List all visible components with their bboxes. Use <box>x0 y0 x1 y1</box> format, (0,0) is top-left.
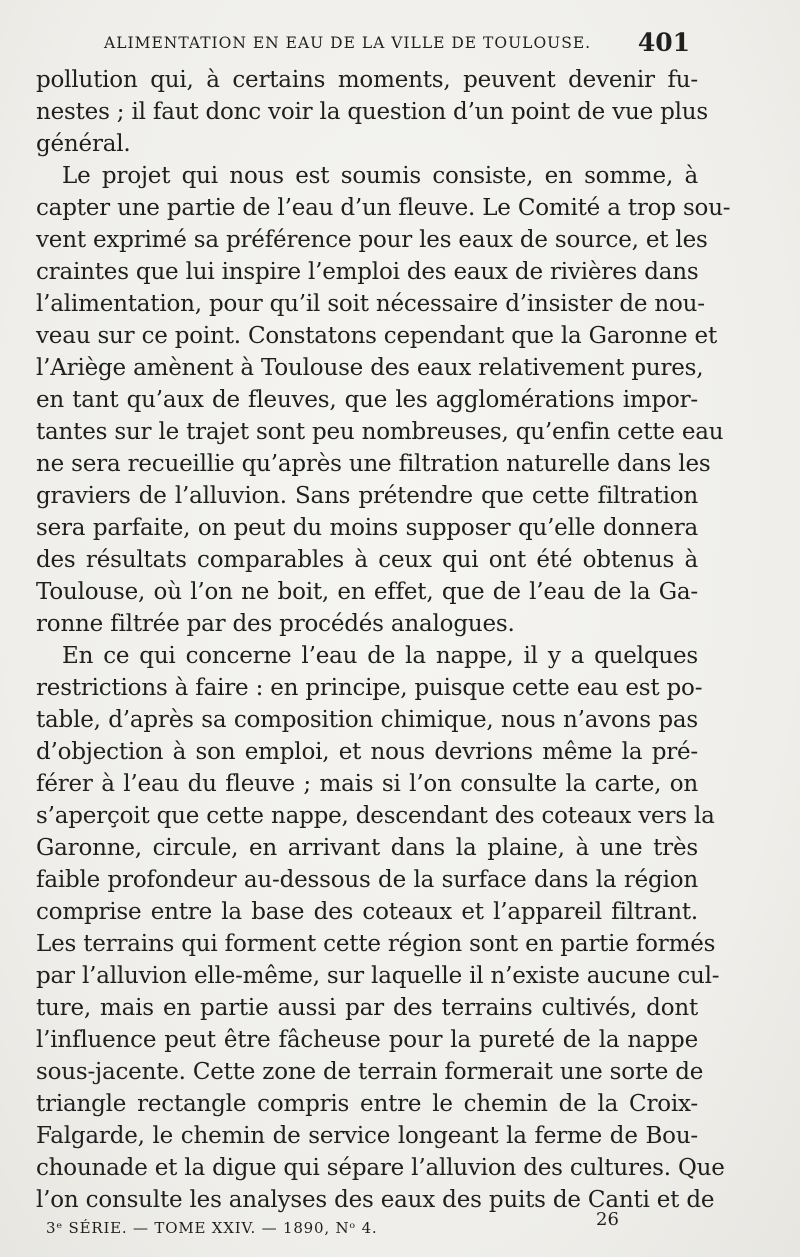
text-line: ture, mais en partie aussi par des terrains cultivés, dont <box>36 995 698 1021</box>
text-line: Falgarde, le chemin de service longeant la ferme de Bou- <box>36 1123 698 1149</box>
text-line: Garonne, circule, en arrivant dans la plaine, à une très <box>36 835 698 861</box>
text-line: des résultats comparables à ceux qui ont été obtenus à <box>36 547 698 573</box>
text-line: En ce qui concerne l’eau de la nappe, il y a quelques <box>62 643 698 669</box>
text-line: capter une partie de l’eau d’un fleuve. Le Comité a trop sou- <box>36 195 731 221</box>
text-line: Les terrains qui forment cette région sont en partie formés <box>36 931 716 957</box>
text-line: férer à l’eau du fleuve ; mais si l’on consulte la carte, on <box>36 771 698 797</box>
text-line: table, d’après sa composition chimique, nous n’avons pas <box>36 707 698 733</box>
text-line: Toulouse, où l’on ne boit, en effet, que de l’eau de la Ga- <box>36 579 698 605</box>
text-line: graviers de l’alluvion. Sans prétendre que cette filtration <box>36 483 698 509</box>
text-line: craintes que lui inspire l’emploi des eaux de rivières dans <box>36 259 699 285</box>
text-line: restrictions à faire : en principe, puisque cette eau est po- <box>36 675 703 701</box>
text-line: pollution qui, à certains moments, peuvent devenir fu- <box>36 67 698 93</box>
signature-mark: 26 <box>596 1209 619 1230</box>
text-line: faible profondeur au-dessous de la surface dans la région <box>36 867 698 893</box>
text-line: sera parfaite, on peut du moins supposer qu’elle donnera <box>36 515 698 541</box>
running-head <box>38 26 690 66</box>
text-line: général. <box>36 131 131 157</box>
page-footer <box>46 1205 646 1235</box>
text-line: par l’alluvion elle-même, sur laquelle il n’existe aucune cul- <box>36 963 720 989</box>
page-number: 401 <box>637 28 690 57</box>
text-line: l’on consulte les analyses des eaux des puits de Canti et de <box>36 1187 715 1213</box>
text-line: sous-jacente. Cette zone de terrain formerait une sorte de <box>36 1059 704 1085</box>
text-line: chounade et la digue qui sépare l’alluvion des cultures. Que <box>36 1155 725 1181</box>
text-line: en tant qu’aux de fleuves, que les agglomérations impor- <box>36 387 698 413</box>
text-line: nestes ; il faut donc voir la question d’un point de vue plus <box>36 99 708 125</box>
text-line: l’alimentation, pour qu’il soit nécessaire d’insister de nou- <box>36 291 705 317</box>
text-line: triangle rectangle compris entre le chemin de la Croix- <box>36 1091 698 1117</box>
body-text <box>36 64 731 1216</box>
text-line: comprise entre la base des coteaux et l’appareil filtrant. <box>36 899 698 925</box>
text-line: d’objection à son emploi, et nous devrions même la pré- <box>36 739 698 765</box>
series-info: 3ᵉ SÉRIE. — TOME XXIV. — 1890, Nᵒ 4. <box>46 1219 378 1237</box>
text-line: s’aperçoit que cette nappe, descendant des coteaux vers la <box>36 803 715 829</box>
running-title: ALIMENTATION EN EAU DE LA VILLE DE TOULOUSE. <box>104 34 592 52</box>
text-line: tantes sur le trajet sont peu nombreuses, qu’enfin cette eau <box>36 419 724 445</box>
text-line: l’Ariège amènent à Toulouse des eaux relativement pures, <box>36 355 704 381</box>
text-line: l’influence peut être fâcheuse pour la pureté de la nappe <box>36 1027 698 1053</box>
text-line: vent exprimé sa préférence pour les eaux de source, et les <box>36 227 708 253</box>
text-line: ne sera recueillie qu’après une filtration naturelle dans les <box>36 451 711 477</box>
text-line: Le projet qui nous est soumis consiste, en somme, à <box>62 163 698 189</box>
text-line: ronne filtrée par des procédés analogues. <box>36 611 515 637</box>
text-line: veau sur ce point. Constatons cependant que la Garonne et <box>36 323 718 349</box>
